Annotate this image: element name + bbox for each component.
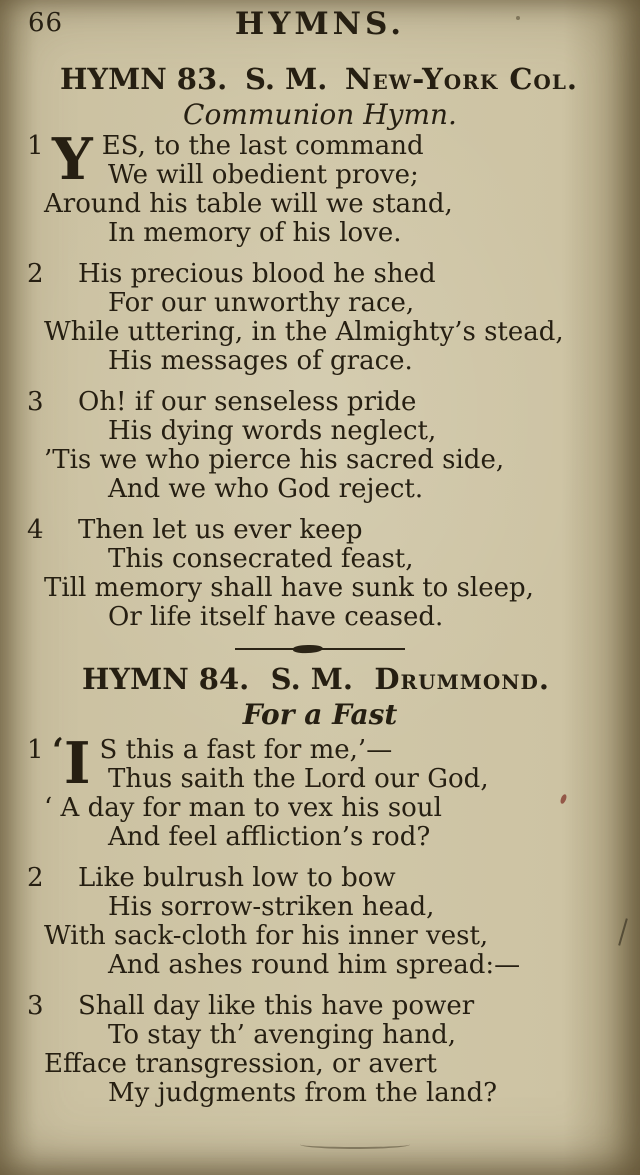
stanza-lines — [0, 864, 640, 980]
hymn-83-subtitle: Communion Hymn. — [183, 98, 457, 131]
stanza — [0, 864, 640, 980]
stanza-number: 3 — [27, 387, 44, 417]
verse-line: ‘ A day for man to vex his soul — [44, 793, 442, 823]
verse-line: Till memory shall have sunk to sleep, — [44, 573, 534, 603]
stanza-number: 2 — [27, 259, 44, 289]
stanza — [0, 126, 640, 248]
stanza — [0, 260, 640, 376]
stanza — [0, 388, 640, 504]
verse-line: In memory of his love. — [108, 218, 402, 248]
verse-line: His dying words neglect, — [108, 416, 437, 446]
hymn-84-subtitle: For a Fast — [242, 698, 398, 731]
verse-line: Oh! if our senseless pride — [78, 387, 417, 417]
hymn-84-source: Drummond. — [374, 662, 550, 696]
stanza-number: 2 — [27, 863, 44, 893]
stanza-lines — [0, 992, 640, 1108]
verse-line: His precious blood he shed — [78, 259, 436, 289]
verse-line: Or life itself have ceased. — [108, 602, 444, 632]
verse-line: With sack-cloth for his inner vest, — [44, 921, 489, 951]
drop-cap — [52, 730, 91, 797]
verse-line: ’Tis we who pierce his sacred side, — [44, 445, 505, 475]
paper-speck — [516, 16, 520, 20]
verse-line: For our unworthy race, — [108, 288, 415, 318]
hymn-84-section — [0, 662, 640, 1108]
hymn-84-heading — [82, 662, 550, 696]
drop-cap-quote: ‘ — [52, 731, 64, 771]
stanza-lines — [0, 730, 640, 852]
verse-line: ES, to the last command — [101, 131, 424, 161]
stanza — [0, 992, 640, 1108]
verse-line: Thus saith the Lord our God, — [108, 764, 489, 794]
verse-line: To stay th’ avenging hand, — [108, 1020, 457, 1050]
verse-line: This consecrated feast, — [108, 544, 414, 574]
stanza-lines — [0, 388, 640, 504]
stanza — [0, 516, 640, 632]
divider-ornament — [293, 644, 323, 653]
verse-line: And we who God reject. — [108, 474, 424, 504]
verse-line: His messages of grace. — [108, 346, 413, 376]
stanza-number: 1 — [27, 735, 44, 765]
hymn-83-heading — [60, 62, 578, 96]
page-title: HYMNS. — [234, 6, 406, 42]
verse-line: And ashes round him spread:— — [108, 950, 521, 980]
stanza-lines — [0, 260, 640, 376]
verse-line: Around his table will we stand, — [44, 189, 453, 219]
stanza — [0, 730, 640, 852]
hymn-83-section — [0, 62, 640, 632]
drop-cap: Y — [52, 126, 93, 193]
verse-line: We will obedient prove; — [108, 160, 419, 190]
paper-mark — [300, 1140, 410, 1149]
page-header — [0, 0, 640, 48]
verse-line: S this a fast for me,’— — [99, 735, 393, 765]
stanza-lines — [0, 126, 640, 248]
stanza-number: 1 — [27, 131, 44, 161]
verse-line: Like bulrush low to bow — [78, 863, 396, 893]
hymn-83-source: New-York Col. — [345, 62, 578, 96]
drop-cap-letter: I — [63, 730, 91, 797]
verse-line: While uttering, in the Almighty’s stead, — [44, 317, 564, 347]
hymn-84-title: HYMN 84. — [82, 662, 250, 696]
page-number: 66 — [28, 8, 64, 38]
verse-line: His sorrow-striken head, — [108, 892, 435, 922]
stanza-number: 3 — [27, 991, 44, 1021]
verse-line: Efface transgression, or avert — [44, 1049, 437, 1079]
verse-line: Then let us ever keep — [78, 515, 363, 545]
stanza-lines — [0, 516, 640, 632]
stanza-number: 4 — [27, 515, 44, 545]
hymn-83-meter: S. M. — [245, 62, 328, 96]
verse-line: And feel affliction’s rod? — [108, 822, 431, 852]
hymn-83-title: HYMN 83. — [60, 62, 228, 96]
verse-line: My judgments from the land? — [108, 1078, 498, 1108]
verse-line: Shall day like this have power — [78, 991, 475, 1021]
hymn-84-meter: S. M. — [270, 662, 353, 696]
section-divider — [235, 644, 405, 654]
